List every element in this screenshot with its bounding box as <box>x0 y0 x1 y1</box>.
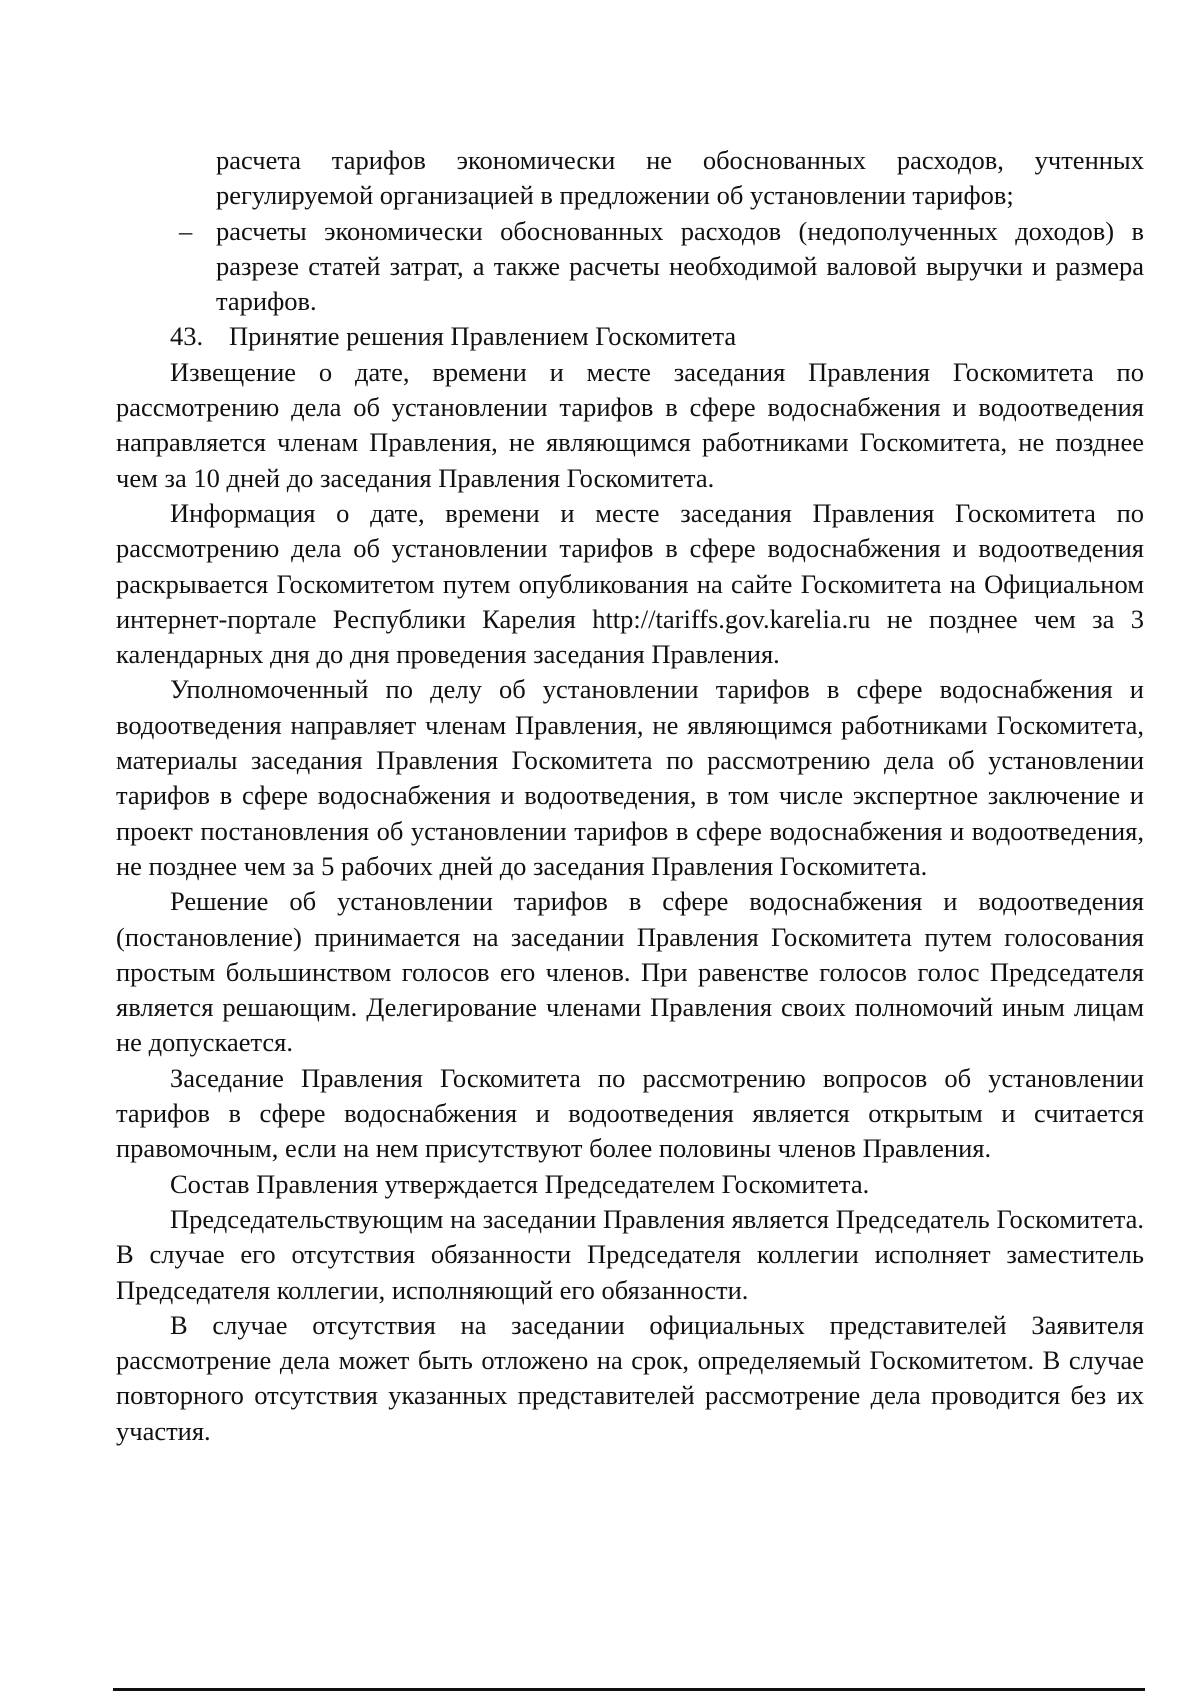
document-body <box>116 143 1144 1449</box>
paragraph-materials: Уполномоченный по делу об установлении тарифов в сфере водоснабжения и водоотведения направляет членам Правления, не являющимся работниками Госкомитета, материалы заседания Правления Госкомитета по рассмотрению дела об установлении тарифов в сфере водоснабжения и водоотведения, в том числе экспертное заключение и проект постановления об установлении тарифов в сфере водоснабжения и водоотведения, не позднее чем за 5 рабочих дней до заседания Правления Госкомитета. <box>116 674 1144 881</box>
section-title: Принятие решения Правлением Госкомитета <box>229 321 737 352</box>
list-dash-marker: – <box>179 215 193 246</box>
bottom-divider-line <box>113 1688 1145 1691</box>
list-item-text: расчеты экономически обоснованных расходов (недополученных доходов) в разрезе статей затрат, а также расчеты необходимой валовой выручки и размера тарифов. <box>216 215 1144 317</box>
section-number: 43. <box>170 321 204 352</box>
section-heading <box>116 319 1144 354</box>
list-item-continuation: расчета тарифов экономически не обоснованных расходов, учтенных регулируемой организацией в предложении об установлении тарифов; <box>216 145 1144 211</box>
paragraph-notice: Извещение о дате, времени и месте заседания Правления Госкомитета по рассмотрению дела об установлении тарифов в сфере водоснабжения и водоотведения направляется членам Правления, не являющимся работниками Госкомитета, не позднее чем за 10 дней до заседания Правления Госкомитета. <box>116 356 1144 493</box>
paragraph-decision: Решение об установлении тарифов в сфере водоснабжения и водоотведения (постановление) принимается на заседании Правления Госкомитета путем голосования простым большинством голосов его членов. При равенстве голосов голос Председателя является решающим. Делегирование членами Правления своих полномочий иным лицам не допускается. <box>116 886 1144 1058</box>
paragraph-chairman: Председательствующим на заседании Правления является Председатель Госкомитета. В случае его отсутствия обязанности Председателя коллегии исполняет заместитель Председателя коллегии, исполняющий его обязанности. <box>116 1203 1144 1305</box>
paragraph-composition: Состав Правления утверждается Председателем Госкомитета. <box>170 1168 870 1199</box>
paragraph-quorum: Заседание Правления Госкомитета по рассмотрению вопросов об установлении тарифов в сфере водоснабжения и водоотведения является открытым и считается правомочным, если на нем присутствуют более половины членов Правления. <box>116 1062 1144 1164</box>
paragraph-absence: В случае отсутствия на заседании официальных представителей Заявителя рассмотрение дела может быть отложено на срок, определяемый Госкомитетом. В случае повторного отсутствия указанных представителей рассмотрение дела проводится без их участия. <box>116 1309 1144 1446</box>
paragraph-information: Информация о дате, времени и месте заседания Правления Госкомитета по рассмотрению дела об установлении тарифов в сфере водоснабжения и водоотведения раскрывается Госкомитетом путем опубликования на сайте Госкомитета на Официальном интернет-портале Республики Карелия http://tariffs.gov.karelia.ru не позднее чем за 3 календарных дня до дня проведения заседания Правления. <box>116 497 1144 670</box>
list-item <box>116 214 1144 320</box>
